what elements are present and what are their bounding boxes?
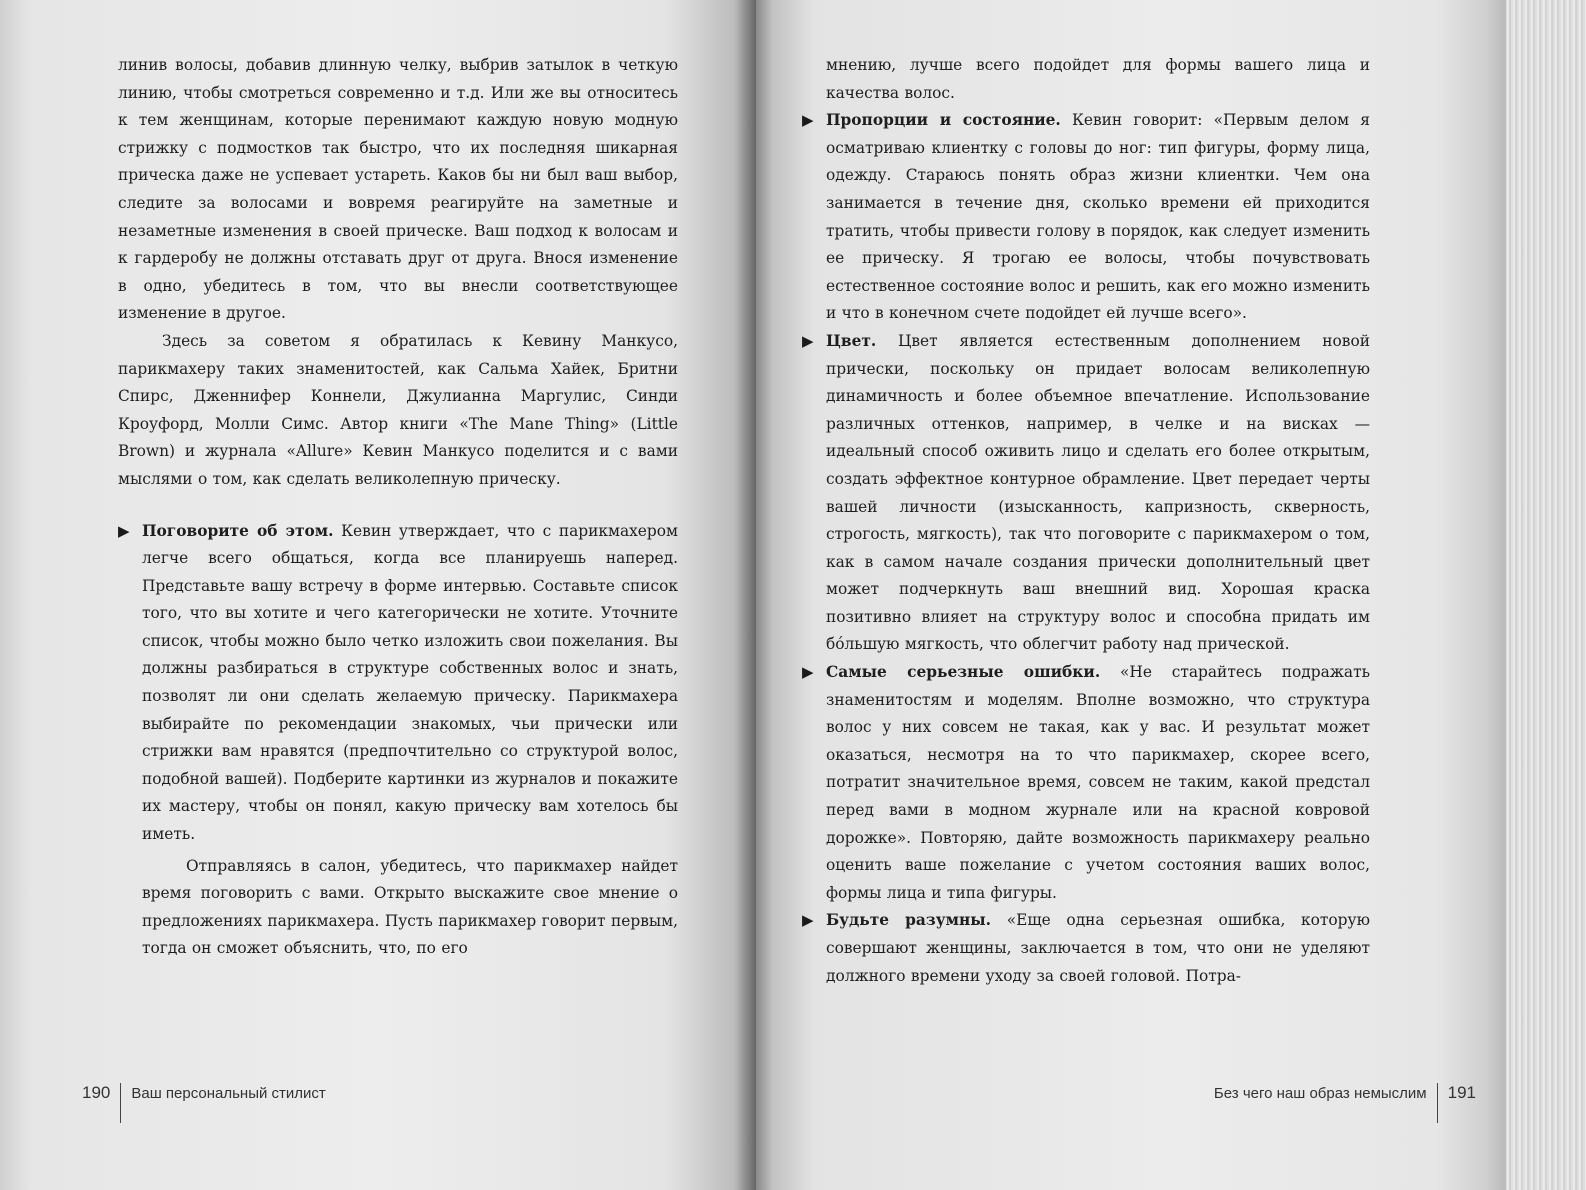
bullet-title: Пропорции и состояние. xyxy=(826,111,1061,130)
bullet-title: Поговорите об этом. xyxy=(142,521,334,540)
bullet-text: Цвет является естественным дополнением новой прически, поскольку он придает волосам великолепную динамичность и более объемное впечатление. Использование различных оттенков, например, в челке и на висках — идеальный способ оживить лицо и сделать его более открытым, создать эффектное контурное обрамление. Цвет передает черты вашей личности (изысканность, капризность, скверность, строгость, мягкость), так что поговорите с парикмахером о том, как в самом начале создания прически дополнительный цвет может подчеркнуть ваш внешний вид. Хорошая краска позитивно влияет на структуру волос и способна придать им бóльшую мягкость, что облегчит работу над прической. xyxy=(826,331,1370,654)
page-footer xyxy=(82,1083,326,1123)
footer-divider xyxy=(120,1083,121,1123)
bullet-arrow-icon: ▶ xyxy=(118,521,130,540)
bullet-arrow-icon: ▶ xyxy=(802,331,814,350)
left-page xyxy=(0,0,756,1190)
bullet-list xyxy=(118,518,678,964)
page-footer xyxy=(1214,1083,1476,1123)
paragraph: Отправляясь в салон, убедитесь, что парикмахер найдет время поговорить с вами. Открыто выскажите свое мнение о предложениях парикмахера. Пусть парикмахер говорит первым, тогда он сможет объяснить, что, по его xyxy=(142,856,678,958)
running-title: Ваш персональный стилист xyxy=(131,1085,326,1102)
paragraph: Здесь за советом я обратилась к Кевину Манкусо, парикмахеру таких знаменитостей, как Сальма Хайек, Бритни Спирс, Дженнифер Коннели, Джулианна Маргулис, Синди Кроуфорд, Молли Симс. Автор книги «The Mane Thing» (Little Brown) и журнала «Allure» Кевин Манкусо поделится и с вами мыслями о том, как сделать великолепную прическу. xyxy=(118,331,678,488)
bullet-item xyxy=(802,907,1370,990)
bullet-title: Будьте разумны. xyxy=(826,911,992,930)
bullet-text: Кевин утверждает, что с парикмахером легче всего общаться, когда все планируешь наперед. Представьте вашу встречу в форме интервью. Составьте список того, что вы хотите и чего категорически не хотите. Уточните список, чтобы можно было четко изложить свои пожелания. Вы должны разбираться в структуре собственных волос и знать, позволят ли они сделать желаемую прическу. Парикмахера выбирайте по рекомендации знакомых, чьи прически или стрижки вам нравятся (предпочтительно со структурой волос, подобной вашей). Подберите картинки из журналов и покажите их мастеру, чтобы он понял, какую прическу вам хотелось бы иметь. xyxy=(142,521,679,844)
bullet-text: Кевин говорит: «Первым делом я осматриваю клиентку с головы до ног: тип фигуры, форму лица, одежду. Стараюсь понять образ жизни клиентки. Чем она занимается в течение дня, сколько времени ей приходится тратить, чтобы привести голову в порядок, как следует изменить ее прическу. Я трогаю ее волосы, чтобы почувствовать естественное состояние волос и решить, как его можно изменить и что в конечном счете подойдет ей лучше всего». xyxy=(826,111,1370,323)
footer-divider xyxy=(1437,1083,1438,1123)
bullet-arrow-icon: ▶ xyxy=(802,111,814,130)
bullet-item xyxy=(802,659,1370,907)
paragraph: мнению, лучше всего подойдет для формы вашего лица и качества волос. xyxy=(826,56,1370,102)
page-number: 190 xyxy=(82,1083,111,1102)
page-edges xyxy=(1506,0,1586,1190)
bullet-title: Цвет. xyxy=(826,331,877,350)
page-number: 191 xyxy=(1447,1083,1476,1102)
bullet-arrow-icon: ▶ xyxy=(802,911,814,930)
bullet-text: «Не старайтесь подражать знаменитостям и моделям. Вполне возможно, что структура волос у них совсем не такая, как у вас. И результат может оказаться, несмотря на то что парикмахер, скорее всего, потратит значительное время, совсем не таким, какой предстал перед вами в модном журнале или на красной ковровой дорожке». Повторяю, дайте возможность парикмахеру реально оценить ваше пожелание с учетом состояния ваших волос, формы лица и типа фигуры. xyxy=(826,663,1370,902)
bullet-item xyxy=(118,518,679,849)
paragraph: линив волосы, добавив длинную челку, выбрив затылок в четкую линию, чтобы смотреться современно и т.д. Или же вы относитесь к тем женщинам, которые перенимают каждую новую модную стрижку с подмостков так быстро, что их последняя шикарная прическа даже не успевает устареть. Каков бы ни был ваш выбор, следите за волосами и вовремя реагируйте на заметные и незаметные изменения в своей прическе. Ваш подход к волосам и к гардеробу не должны отставать друг от друга. Внося изменение в одно, убедитесь в том, что вы внесли соответствующее изменение в другое. xyxy=(118,56,678,323)
bullet-title: Самые серьезные ошибки. xyxy=(826,663,1101,682)
right-page xyxy=(756,0,1586,1190)
bullet-item xyxy=(802,328,1370,659)
bullet-item xyxy=(802,107,1370,328)
running-title: Без чего наш образ немыслим xyxy=(1213,1085,1427,1102)
bullet-text: «Еще одна серьезная ошибка, которую совершают женщины, заключается в том, что они не уделяют должного времени уходу за своей головой. Потра- xyxy=(826,911,1370,985)
left-page-text xyxy=(118,52,678,963)
bullet-arrow-icon: ▶ xyxy=(802,663,814,682)
right-page-text xyxy=(802,52,1370,990)
